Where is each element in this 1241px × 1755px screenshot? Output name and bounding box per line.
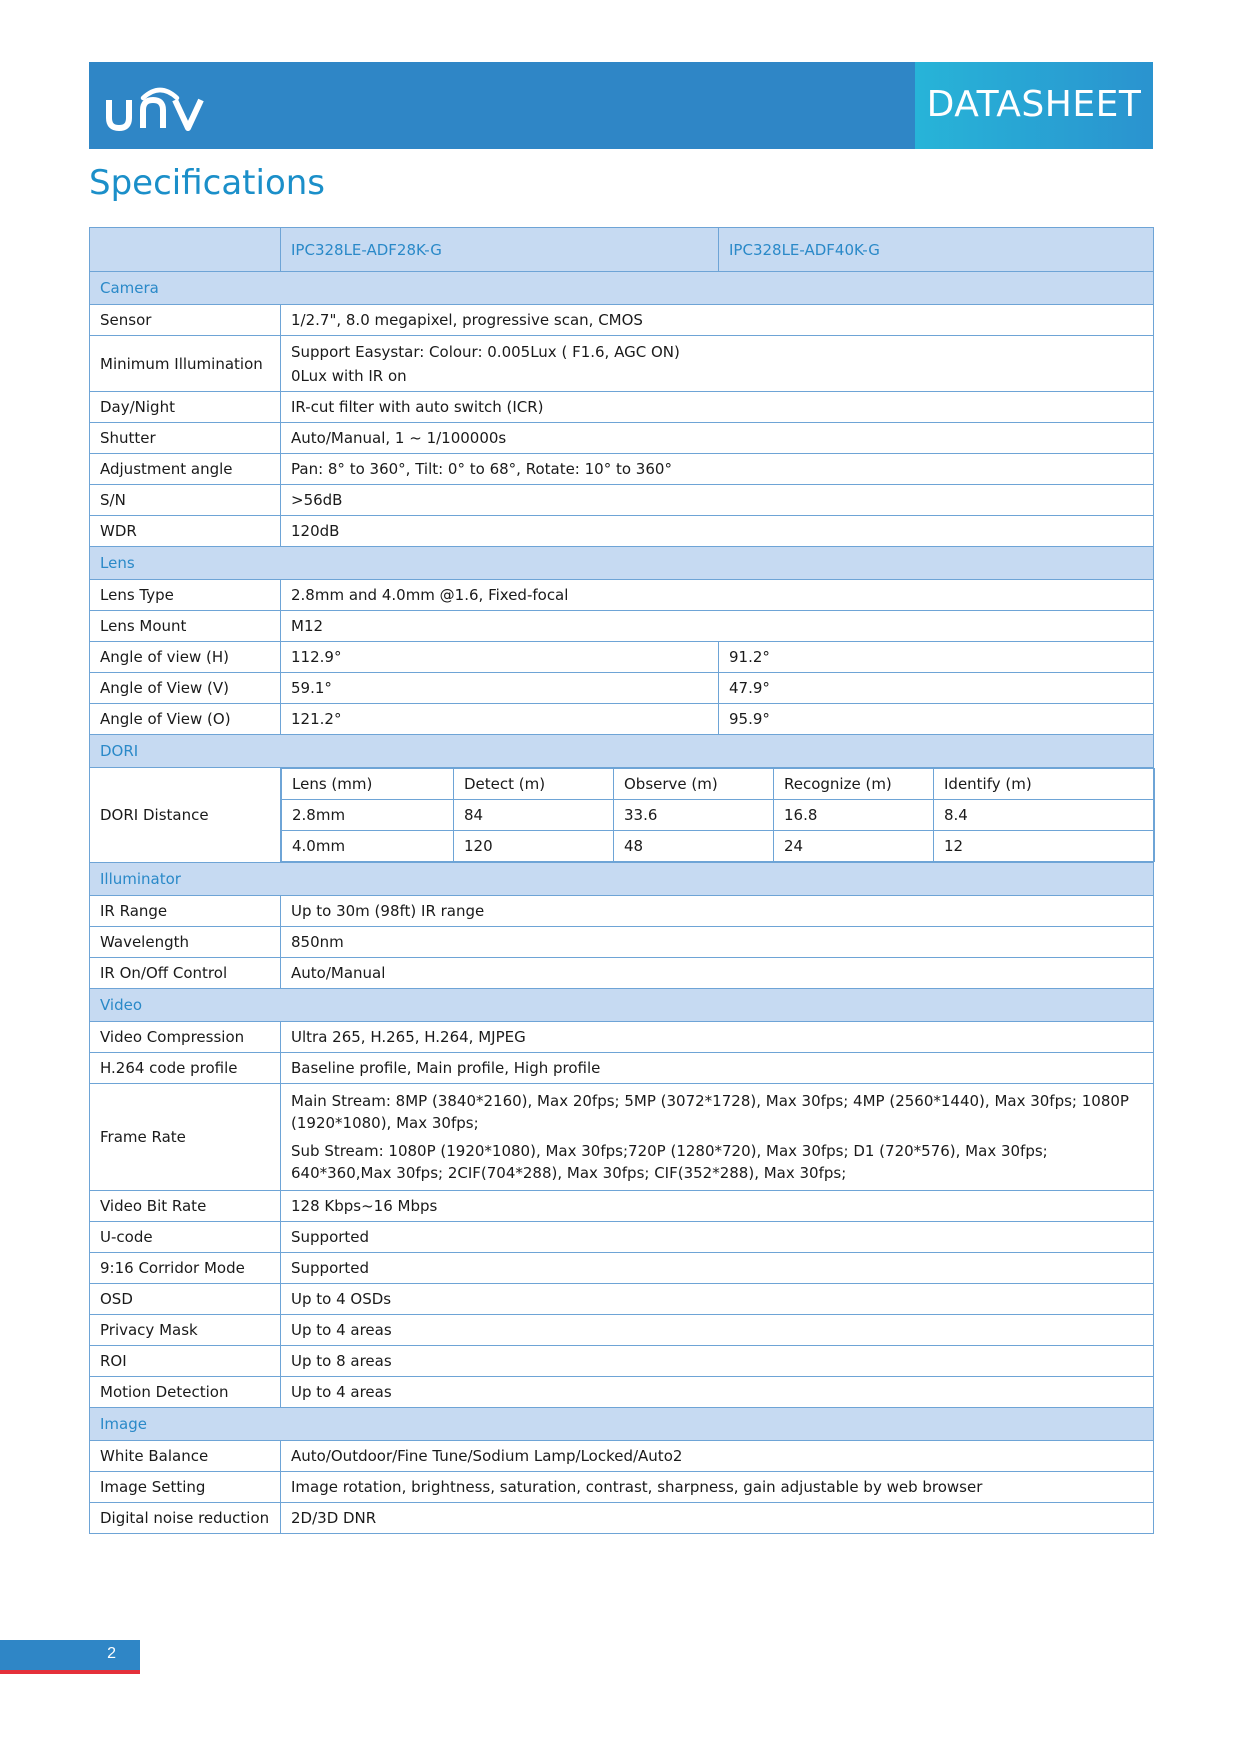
row-value: Auto/Manual, 1 ~ 1/100000s: [281, 423, 1154, 454]
row-value-model-1: 112.9°: [281, 642, 719, 673]
row-value: 120dB: [281, 516, 1154, 547]
row-label: Adjustment angle: [90, 454, 281, 485]
row-value: Auto/Outdoor/Fine Tune/Sodium Lamp/Locked/Auto2: [281, 1441, 1154, 1472]
row-label: OSD: [90, 1284, 281, 1315]
row-value: >56dB: [281, 485, 1154, 516]
row-label: U-code: [90, 1222, 281, 1253]
table-row: [90, 1222, 1154, 1253]
section-label: Camera: [90, 272, 1154, 305]
dori-data-row: [282, 831, 1155, 862]
table-row: [90, 454, 1154, 485]
row-label: Day/Night: [90, 392, 281, 423]
row-value: Up to 4 OSDs: [281, 1284, 1154, 1315]
table-row: [90, 1441, 1154, 1472]
page-title: Specifications: [89, 163, 326, 203]
dori-header: Lens (mm): [282, 769, 454, 800]
row-label: IR Range: [90, 896, 281, 927]
row-label: Image Setting: [90, 1472, 281, 1503]
row-label: Shutter: [90, 423, 281, 454]
table-row: [90, 392, 1154, 423]
row-value: M12: [281, 611, 1154, 642]
table-row: [90, 1503, 1154, 1534]
table-row: [90, 1472, 1154, 1503]
datasheet-label: DATASHEET: [926, 84, 1142, 125]
model-1-header: IPC328LE-ADF28K-G: [281, 228, 719, 272]
row-value: Up to 4 areas: [281, 1315, 1154, 1346]
dori-row: [90, 768, 1154, 863]
dori-header-row: [282, 769, 1155, 800]
dori-cell: 2.8mm: [282, 800, 454, 831]
dori-cell: 24: [774, 831, 934, 862]
page-number-box: [0, 1640, 140, 1674]
row-label: H.264 code profile: [90, 1053, 281, 1084]
table-row: [90, 896, 1154, 927]
row-label: S/N: [90, 485, 281, 516]
dori-cell: 33.6: [614, 800, 774, 831]
unv-logo: [105, 78, 215, 139]
section-dori: [90, 735, 1154, 768]
section-label: Image: [90, 1408, 1154, 1441]
table-row: [90, 1253, 1154, 1284]
min-illum-line-2: 0Lux with IR on: [291, 366, 407, 385]
row-label: Privacy Mask: [90, 1315, 281, 1346]
dori-cell: 8.4: [934, 800, 1155, 831]
row-value-model-2: 47.9°: [719, 673, 1154, 704]
spec-table: [89, 227, 1154, 1534]
table-row: [90, 1377, 1154, 1408]
row-label: Wavelength: [90, 927, 281, 958]
row-value: Image rotation, brightness, saturation, contrast, sharpness, gain adjustable by web browser: [281, 1472, 1154, 1503]
row-label: WDR: [90, 516, 281, 547]
table-row: [90, 1084, 1154, 1191]
row-value: Up to 8 areas: [281, 1346, 1154, 1377]
dori-subtable: [281, 768, 1155, 862]
dori-data-row: [282, 800, 1155, 831]
dori-cell: 84: [454, 800, 614, 831]
row-label: Video Compression: [90, 1022, 281, 1053]
dori-cell: 12: [934, 831, 1155, 862]
header-blank-cell: [90, 228, 281, 272]
row-value: Baseline profile, Main profile, High profile: [281, 1053, 1154, 1084]
table-row: [90, 673, 1154, 704]
row-value: 2D/3D DNR: [281, 1503, 1154, 1534]
row-label: DORI Distance: [90, 768, 281, 863]
row-value: Ultra 265, H.265, H.264, MJPEG: [281, 1022, 1154, 1053]
row-value: 2.8mm and 4.0mm @1.6, Fixed-focal: [281, 580, 1154, 611]
row-label: Lens Mount: [90, 611, 281, 642]
row-label: Angle of View (V): [90, 673, 281, 704]
table-row: [90, 1315, 1154, 1346]
datasheet-label-box: [915, 62, 1153, 149]
section-camera: [90, 272, 1154, 305]
table-row: [90, 1346, 1154, 1377]
table-row: [90, 927, 1154, 958]
dori-cell: 120: [454, 831, 614, 862]
row-value: Auto/Manual: [281, 958, 1154, 989]
model-2-header: IPC328LE-ADF40K-G: [719, 228, 1154, 272]
row-value-model-2: 95.9°: [719, 704, 1154, 735]
dori-subtable-cell: [281, 768, 1154, 863]
row-value: [281, 1084, 1154, 1191]
row-value: 1/2.7", 8.0 megapixel, progressive scan, CMOS: [281, 305, 1154, 336]
frame-rate-sub-stream: Sub Stream: 1080P (1920*1080), Max 30fps;720P (1280*720), Max 30fps; D1 (720*576), Max 30fps; 640*360,Max 30fps; 2CIF(704*288), Max 30fps; CIF(352*288), Max 30fps;: [291, 1142, 1048, 1182]
dori-header: Detect (m): [454, 769, 614, 800]
row-value-model-1: 121.2°: [281, 704, 719, 735]
section-image: [90, 1408, 1154, 1441]
row-label: ROI: [90, 1346, 281, 1377]
dori-cell: 48: [614, 831, 774, 862]
row-label: Motion Detection: [90, 1377, 281, 1408]
section-illuminator: [90, 863, 1154, 896]
table-row: [90, 1284, 1154, 1315]
row-value: Supported: [281, 1253, 1154, 1284]
row-label: Angle of view (H): [90, 642, 281, 673]
row-label: 9:16 Corridor Mode: [90, 1253, 281, 1284]
dori-header: Observe (m): [614, 769, 774, 800]
row-label: Frame Rate: [90, 1084, 281, 1191]
row-value: 128 Kbps~16 Mbps: [281, 1191, 1154, 1222]
table-row: [90, 642, 1154, 673]
frame-rate-main-stream: Main Stream: 8MP (3840*2160), Max 20fps; 5MP (3072*1728), Max 30fps; 4MP (2560*1440), Max 30fps; 1080P (1920*1080), Max 30fps;: [291, 1092, 1129, 1132]
row-value-model-1: 59.1°: [281, 673, 719, 704]
row-value: Up to 4 areas: [281, 1377, 1154, 1408]
table-row: [90, 704, 1154, 735]
dori-cell: 4.0mm: [282, 831, 454, 862]
section-lens: [90, 547, 1154, 580]
table-row: [90, 1191, 1154, 1222]
row-value: 850nm: [281, 927, 1154, 958]
table-row: [90, 1053, 1154, 1084]
table-row: [90, 485, 1154, 516]
row-label: White Balance: [90, 1441, 281, 1472]
row-label: Lens Type: [90, 580, 281, 611]
row-label: Minimum Illumination: [90, 336, 281, 392]
table-row: [90, 1022, 1154, 1053]
section-label: Lens: [90, 547, 1154, 580]
dori-header: Identify (m): [934, 769, 1155, 800]
row-label: IR On/Off Control: [90, 958, 281, 989]
row-value: Pan: 8° to 360°, Tilt: 0° to 68°, Rotate: 10° to 360°: [281, 454, 1154, 485]
min-illum-line-1: Support Easystar: Colour: 0.005Lux ( F1.6, AGC ON): [291, 342, 680, 361]
dori-cell: 16.8: [774, 800, 934, 831]
table-row: [90, 423, 1154, 454]
table-row: [90, 611, 1154, 642]
table-header-row: [90, 228, 1154, 272]
page-number: 2: [107, 1645, 116, 1662]
row-label: Sensor: [90, 305, 281, 336]
row-value-model-2: 91.2°: [719, 642, 1154, 673]
table-row: [90, 336, 1154, 392]
table-row: [90, 516, 1154, 547]
dori-header: Recognize (m): [774, 769, 934, 800]
row-value: IR-cut filter with auto switch (ICR): [281, 392, 1154, 423]
section-label: Video: [90, 989, 1154, 1022]
table-row: [90, 958, 1154, 989]
section-video: [90, 989, 1154, 1022]
table-row: [90, 305, 1154, 336]
row-value: Up to 30m (98ft) IR range: [281, 896, 1154, 927]
table-row: [90, 580, 1154, 611]
section-label: DORI: [90, 735, 1154, 768]
row-label: Digital noise reduction: [90, 1503, 281, 1534]
row-value: [281, 336, 1154, 392]
row-label: Video Bit Rate: [90, 1191, 281, 1222]
row-value: Supported: [281, 1222, 1154, 1253]
section-label: Illuminator: [90, 863, 1154, 896]
row-label: Angle of View (O): [90, 704, 281, 735]
